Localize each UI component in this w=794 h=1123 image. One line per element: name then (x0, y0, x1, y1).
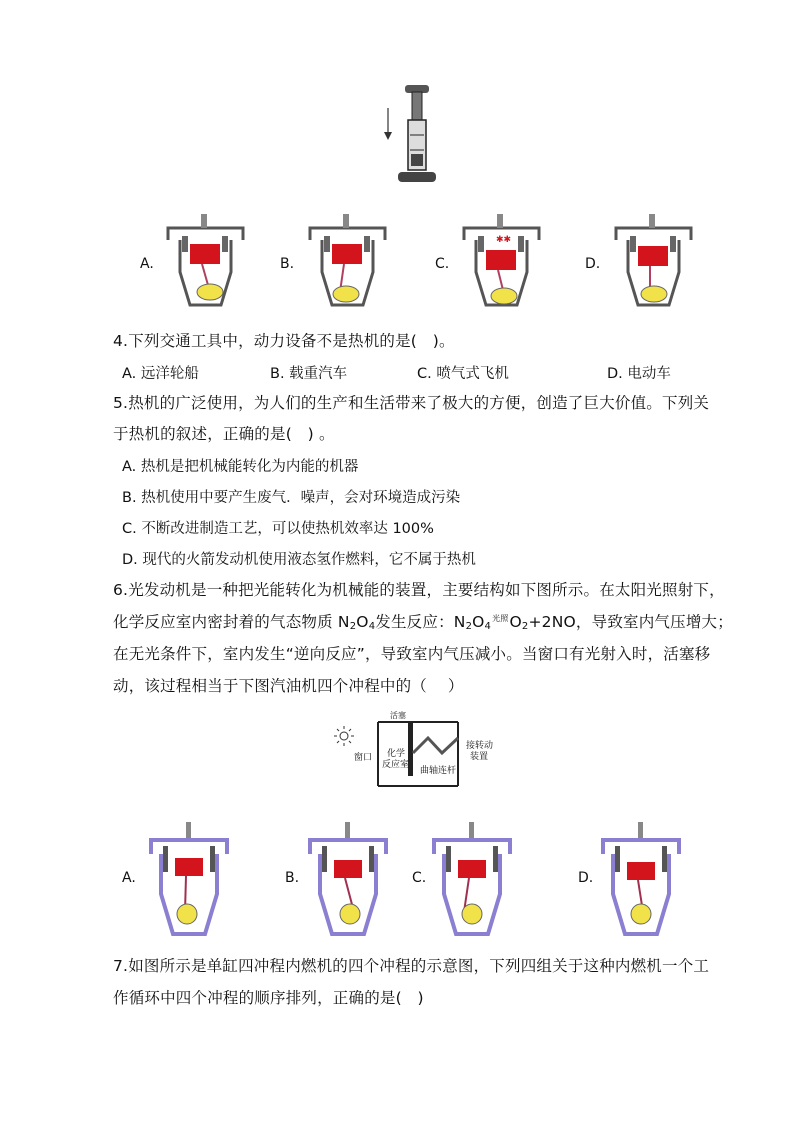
q4-option-b: B. 载重汽车 (270, 366, 348, 382)
engine-options-row-2 (0, 818, 794, 943)
question-6-line-2: 化学反应室内密封着的气态物质 $N_2O_4$发生反应：$N_2O_4^{光照}O_2+2NO$，导致室内气压增大； (113, 613, 733, 632)
label-device-1: 接转动 (466, 741, 494, 751)
engine-figure-d (606, 210, 701, 318)
question-5-line-1: 5.热机的广泛使用，为人们的生产和生活带来了极大的方便，创造了巨大价值。下列关 (113, 394, 710, 412)
subscript: 4 (368, 621, 376, 632)
question-6-line-3: 在无光条件下，室内发生“逆向反应”，导致室内气压减小。当窗口有光射入时，活塞移 (113, 645, 711, 663)
question-6-line-1: 6.光发动机是一种把光能转化为机械能的装置，主要结构如下图所示。在太阳光照射下， (113, 581, 725, 599)
q5-option-d: D. 现代的火箭发动机使用液态氢作燃料，它不属于热机 (122, 552, 476, 568)
option-label-a: A. (140, 256, 154, 272)
q4-option-a: A. 远洋轮船 (122, 366, 199, 382)
question-7-line-1: 7.如图所示是单缸四冲程内燃机的四个冲程的示意图，下列四组关于这种内燃机一个工 (113, 957, 710, 975)
compression-apparatus-figure (380, 80, 440, 190)
q4-option-c: C. 喷气式飞机 (417, 366, 509, 382)
q6-line2-part-d: +2NO，导致室内气压增大； (528, 613, 733, 631)
light-engine-diagram (330, 708, 510, 790)
engine-figure-b (300, 210, 395, 318)
q4-option-d: D. 电动车 (607, 366, 671, 382)
option-label-b: B. (285, 870, 300, 886)
engine-figure-d (595, 818, 687, 942)
engine-figure-a (143, 818, 235, 942)
question-5-line-2: 于热机的叙述，正确的是( ) 。 (113, 425, 335, 443)
q5-option-c: C. 不断改进制造工艺，可以使热机效率达 100% (122, 521, 434, 537)
label-chamber-2: 反应室 (382, 760, 410, 770)
subscript: 4 (484, 621, 492, 632)
q6-line2-part-b: 发生反应：N (375, 613, 466, 631)
option-label-d: D. (578, 870, 594, 886)
q5-option-b: B. 热机使用中要产生废气．噪声，会对环境造成污染 (122, 490, 461, 506)
subscript: 2 (465, 621, 473, 632)
option-label-c: C. (412, 870, 427, 886)
question-6-line-4: 动，该过程相当于下图汽油机四个冲程中的（ ） (113, 677, 464, 695)
sun-icon (334, 726, 354, 746)
engine-figure-c (426, 818, 518, 942)
svg-text:✱✱: ✱✱ (496, 235, 512, 245)
label-crank: 曲轴连杆 (420, 766, 457, 776)
q6-line2-part-a: 化学反应室内密封着的气态物质 N (113, 613, 350, 631)
subscript: 2 (521, 621, 529, 632)
q6-line2-part-c: O (509, 613, 522, 631)
option-label-a: A. (122, 870, 136, 886)
label-piston: 活塞 (390, 711, 406, 720)
engine-figure-a (158, 210, 253, 318)
engine-options-row-1 (0, 208, 794, 318)
label-window: 窗口 (354, 753, 373, 763)
option-label-d: D. (585, 256, 601, 272)
reaction-condition: 光照 (492, 614, 509, 623)
option-label-c: C. (435, 256, 450, 272)
engine-figure-c (454, 210, 549, 318)
label-chamber-1: 化学 (387, 749, 406, 759)
option-label-b: B. (280, 256, 295, 272)
engine-figure-b (302, 818, 394, 942)
question-4-text: 4.下列交通工具中，动力设备不是热机的是( )。 (113, 332, 455, 350)
label-device-2: 装置 (470, 752, 489, 762)
q5-option-a: A. 热机是把机械能转化为内能的机器 (122, 459, 359, 475)
subscript: 2 (349, 621, 357, 632)
question-7-line-2: 作循环中四个冲程的顺序排列，正确的是( ) (113, 989, 424, 1007)
